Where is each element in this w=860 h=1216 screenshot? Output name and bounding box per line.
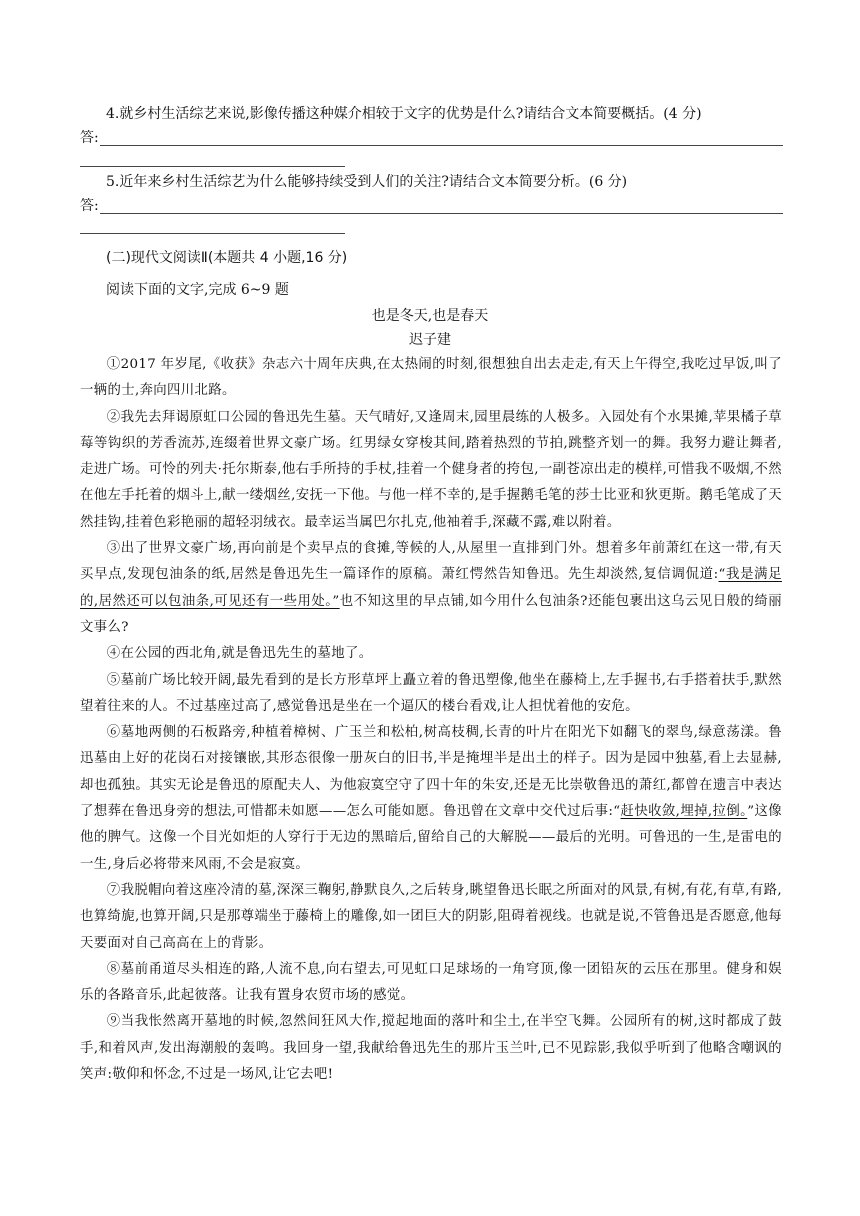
question-5-answer-line[interactable] xyxy=(100,213,783,214)
question-4-answer-line[interactable] xyxy=(100,145,783,146)
section-title: (二)现代文阅读Ⅱ(本题共 4 小题,16 分) xyxy=(106,250,348,266)
article-author: 迟子建 xyxy=(409,332,451,348)
paragraph-6-text-a: ⑥墓地两侧的石板路旁,种植着樟树、广玉兰和松柏,树高枝稠,长青的叶片在阳光下如翻飞的翠鸟,绿意荡漾。鲁迅墓由上好的花岗石对接镶嵌,其形态很像一册灰白的旧书,半是掩埋半是出土的样子。因为是园中独墓,看上去显赫,却也孤独。其实无论是鲁迅的原配夫人、为他寂寞空守了四十年的朱安,还是无比崇敬鲁迅的萧红,都曾在遗言中表达了想葬在鲁迅身旁的想法,可惜都未如愿——怎么可能如愿。鲁迅曾在文章中交代过后事:“ xyxy=(80,725,782,820)
paragraph-3 xyxy=(80,536,782,641)
underlined-quote-1: “我是满足的,居然还可以包油条,可见还有一些用处。” xyxy=(80,567,782,609)
paragraph-3-text-a: ③出了世界文豪广场,再向前是个卖早点的食摊,等候的人,从屋里一直排到门外。想着多年前萧红在这一带,有天买早点,发现包油条的纸,居然是鲁迅先生一篇译作的原稿。萧红愕然告知鲁迅。先生却淡然,复信调侃道: xyxy=(80,541,782,583)
article-body xyxy=(80,352,782,1088)
paragraph-7: ⑦我脱帽向着这座冷清的墓,深深三鞠躬,静默良久,之后转身,眺望鲁迅长眠之所面对的风景,有树,有花,有草,有路,也算绮旎,也算开阔,只是那尊端坐于藤椅上的雕像,如一团巨大的阴影,阻碍着视线。也就是说,不管鲁迅是否愿意,他每天要面对自己高高在上的背影。 xyxy=(80,882,782,951)
article-title: 也是冬天,也是春天 xyxy=(371,308,489,324)
question-4: 4.就乡村生活综艺来说,影像传播这种媒介相较于文字的优势是什么?请结合文本简要概括。(4 分) xyxy=(106,106,702,122)
question-4-answer-line-2[interactable] xyxy=(80,166,345,167)
reading-instruction: 阅读下面的文字,完成 6~9 题 xyxy=(106,282,289,298)
paragraph-6 xyxy=(80,720,782,878)
paragraph-1: ①2017 年岁尾,《收获》杂志六十周年庆典,在太热闹的时刻,很想独自出去走走,有天上午得空,我吃过早饭,叫了一辆的士,奔向四川北路。 xyxy=(80,357,782,399)
question-5-answer-label: 答: xyxy=(80,198,99,214)
question-5: 5.近年来乡村生活综艺为什么能够持续受到人们的关注?请结合文本简要分析。(6 分) xyxy=(106,174,628,190)
question-5-answer-line-2[interactable] xyxy=(80,233,345,234)
paragraph-3-text-b: 也不知这里的早点铺,如今用什么包油条?还能包裹出这乌云见日般的绮丽文事么? xyxy=(80,593,783,635)
paragraph-6-text-b: ”这像他的脾气。这像一个目光如炬的人穿行于无边的黑暗后,留给自己的大解脱——最后的光明。可鲁迅的一生,是雷电的一生,身后必将带来风雨,不会是寂寞。 xyxy=(80,804,782,872)
paragraph-5: ⑤墓前广场比较开阔,最先看到的是长方形草坪上矗立着的鲁迅塑像,他坐在藤椅上,左手握书,右手搭着扶手,默然望着往来的人。不过基座过高了,感觉鲁迅是坐在一个逼仄的楼台看戏,让人担忧着他的安危。 xyxy=(80,672,782,714)
paragraph-8: ⑧墓前甬道尽头相连的路,人流不息,向右望去,可见虹口足球场的一角穹顶,像一团铅灰的云压在那里。健身和娱乐的各路音乐,此起彼落。让我有置身农贸市场的感觉。 xyxy=(80,961,782,1004)
paragraph-4: ④在公园的西北角,就是鲁迅先生的墓地了。 xyxy=(106,646,373,662)
paragraph-9: ⑨当我怅然离开墓地的时候,忽然间狂风大作,搅起地面的落叶和尘土,在半空飞舞。公园所有的树,这时都成了鼓手,和着风声,发出海潮般的轰鸣。我回身一望,我献给鲁迅先生的那片玉兰叶,已不见踪影,我似乎听到了他略含嘲讽的笑声:敬仰和怀念,不过是一场风,让它去吧! xyxy=(80,1014,782,1083)
underlined-quote-2: 赶快收敛,埋掉,拉倒。 xyxy=(620,804,748,820)
paragraph-2: ②我先去拜谒原虹口公园的鲁迅先生墓。天气晴好,又逢周末,园里晨练的人极多。入园处有个水果摊,苹果橘子草莓等钩织的芳香流苏,连缀着世界文豪广场。红男绿女穿梭其间,踏着热烈的节拍,跳整齐划一的舞。我努力避让舞者,走进广场。可怜的列夫·托尔斯泰,他右手所持的手杖,挂着一个健身者的挎包,一副苍凉出走的模样,可惜我不吸烟,不然在他左手托着的烟斗上,献一缕烟丝,安抚一下他。与他一样不幸的,是手握鹅毛笔的莎士比亚和狄更斯。鹅毛笔成了天然挂钩,挂着色彩艳丽的超轻羽绒衣。最幸运当属巴尔扎克,他袖着手,深藏不露,难以附着。 xyxy=(80,409,782,530)
question-4-answer-label: 答: xyxy=(80,130,99,146)
